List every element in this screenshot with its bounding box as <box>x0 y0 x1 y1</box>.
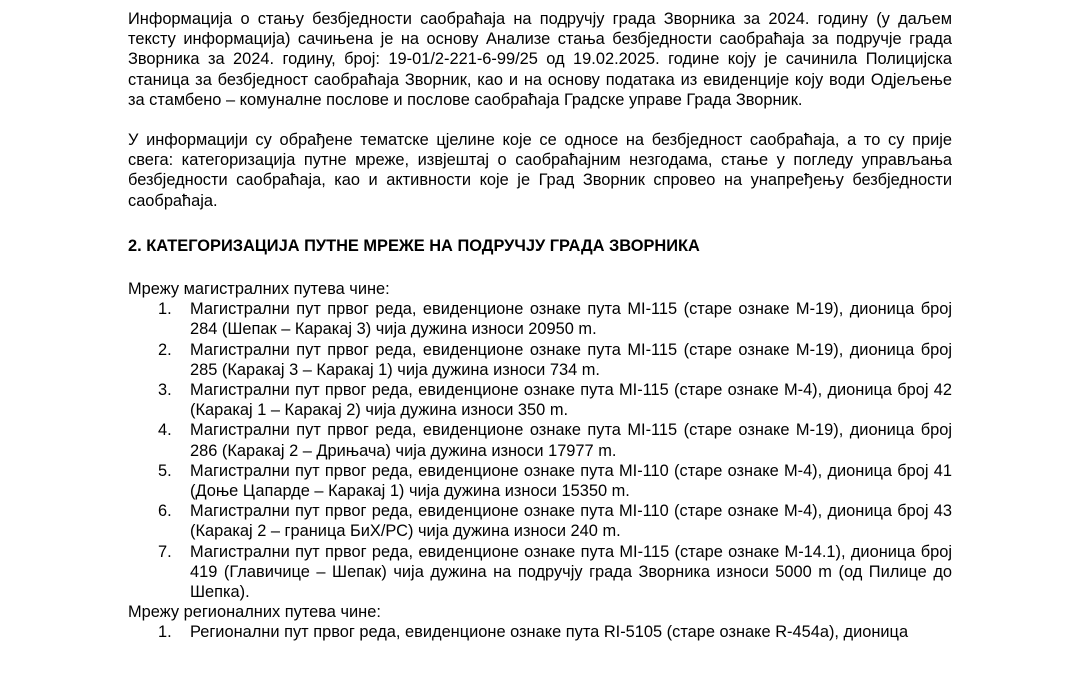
main-road-item <box>128 299 952 339</box>
main-road-item <box>128 420 952 460</box>
list-number: 1. <box>158 300 172 319</box>
list-number: 3. <box>158 381 172 400</box>
regional-roads-list <box>128 622 952 642</box>
main-roads-intro: Мрежу магистралних путева чине: <box>128 280 390 299</box>
list-number: 7. <box>158 542 172 561</box>
main-road-item <box>128 340 952 380</box>
intro-paragraph: Информација о стању безбједности саобраћаја на подручју града Зворника за 2024. годину (у даљем тексту информација) сачињена је на основу Анализе стања безбједности саобраћаја за подручје града Зворника за 2024. годину, број: 19-01/2-221-6-99/25 од 19.02.2025. године коју је сачинила Полицијска станица за безбједност саобраћаја Зворник, као и на основу података из евиденције коју води Одјељење за стамбено – комуналне послове и послове саобраћаја Градске управе Града Зворник. <box>128 10 952 109</box>
list-number: 5. <box>158 461 172 480</box>
list-item-text: Магистрални пут првог реда, евиденционе ознаке пута MI-115 (старе ознаке М-4), дионица број 42 (Каракај 1 – Каракај 2) чија дужина износи 350 m. <box>190 381 952 420</box>
list-item-text: Магистрални пут првог реда, евиденционе ознаке пута MI-115 (старе ознаке М-19), дионица број 286 (Каракај 2 – Дрињача) чија дужина износи 17977 m. <box>190 421 952 460</box>
list-item-text: Магистрални пут првог реда, евиденционе ознаке пута MI-110 (старе ознаке М-4), дионица број 43 (Каракај 2 – граница БиХ/РС) чија дужина износи 240 m. <box>190 502 952 541</box>
main-road-item <box>128 380 952 420</box>
list-item-text: Магистрални пут првог реда, евиденционе ознаке пута MI-115 (старе ознаке М-19), дионица број 285 (Каракај 3 – Каракај 1) чија дужина износи 734 m. <box>190 340 952 379</box>
list-number: 2. <box>158 340 172 359</box>
regional-roads-intro: Мрежу регионалних путева чине: <box>128 603 381 622</box>
main-road-item <box>128 542 952 603</box>
section-heading: 2. КАТЕГОРИЗАЦИЈА ПУТНЕ МРЕЖЕ НА ПОДРУЧЈУ ГРАДА ЗВОРНИКА <box>128 236 700 255</box>
list-item-text: Магистрални пут првог реда, евиденционе ознаке пута MI-115 (старе ознаке М-19), дионица број 284 (Шепак – Каракај 3) чија дужина износи 20950 m. <box>190 300 952 339</box>
list-item-text: Регионални пут првог реда, евиденционе ознаке пута RI-5105 (старе ознаке R-454a), дионица <box>190 623 909 642</box>
document-body <box>128 9 952 643</box>
main-roads-list <box>128 299 952 602</box>
main-road-item <box>128 501 952 541</box>
topics-paragraph: У информацији су обрађене тематске цјелине које се односе на безбједност саобраћаја, а то су прије свега: категоризација путне мреже, извјештај о саобраћајним незгодама, стање у погледу управљања безбједности саобраћаја, као и активности које је Град Зворник спровео на унапређењу безбједности саобраћаја. <box>128 131 952 210</box>
main-road-item <box>128 461 952 501</box>
list-number: 1. <box>158 623 172 642</box>
regional-road-item <box>128 622 952 642</box>
list-number: 6. <box>158 502 172 521</box>
list-item-text: Магистрални пут првог реда, евиденционе ознаке пута MI-115 (старе ознаке М-14.1), дионица број 419 (Главичице – Шепак) чија дужина на подручју града Зворника износи 5000 m (од Пилице до Шепка). <box>190 542 952 602</box>
list-number: 4. <box>158 421 172 440</box>
list-item-text: Магистрални пут првог реда, евиденционе ознаке пута MI-110 (старе ознаке М-4), дионица број 41 (Доње Цапарде – Каракај 1) чија дужина износи 15350 m. <box>190 461 952 501</box>
